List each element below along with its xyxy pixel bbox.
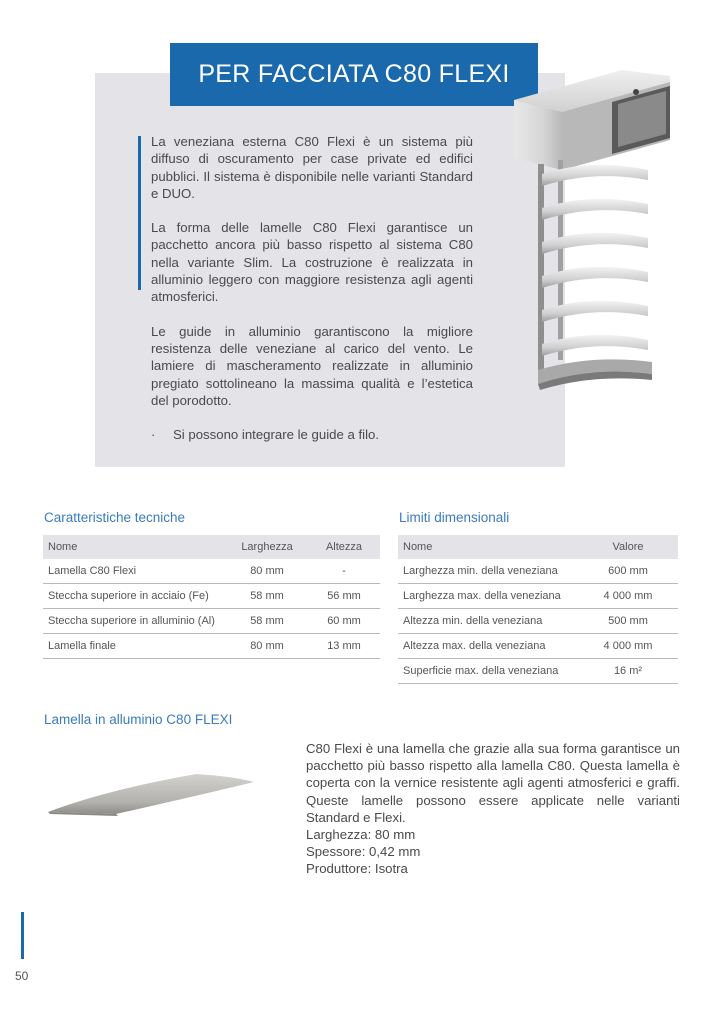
table-cell: -	[308, 559, 380, 584]
column-header: Valore	[578, 535, 678, 559]
slat-image	[46, 772, 256, 818]
table-cell: 4 000 mm	[578, 634, 678, 659]
table-cell: 80 mm	[226, 634, 308, 659]
tech-specs-heading: Caratteristiche tecniche	[44, 510, 186, 525]
bullet-dot: ·	[151, 427, 156, 443]
table-cell: Altezza max. della veneziana	[398, 634, 578, 659]
table-cell: Steccha superiore in acciaio (Fe)	[43, 584, 226, 609]
table-cell: Altezza min. della veneziana	[398, 609, 578, 634]
column-header: Altezza	[308, 535, 380, 559]
slat-description-text: C80 Flexi è una lamella che grazie alla sua forma garantisce un pacchetto più basso rispetto alla lamella C80. Questa lamella è coperta con la vernice resistente agli agenti atmosferici e graffi. Queste lamelle possono essere applicate nelle varianti Standard e Flexi.	[306, 741, 680, 825]
limits-table	[398, 535, 678, 684]
table-cell: Larghezza min. della veneziana	[398, 559, 578, 584]
table-cell: Lamella C80 Flexi	[43, 559, 226, 584]
page-title	[170, 43, 538, 106]
table-row	[43, 584, 380, 609]
table-cell: 80 mm	[226, 559, 308, 584]
page-accent-bar	[21, 912, 24, 959]
table-row	[43, 634, 380, 659]
table-cell: Lamella finale	[43, 634, 226, 659]
intro-text	[151, 133, 473, 443]
table-row	[398, 584, 678, 609]
column-header: Nome	[43, 535, 226, 559]
slat-description	[306, 740, 680, 878]
table-cell: 56 mm	[308, 584, 380, 609]
slat-thickness: Spessore: 0,42 mm	[306, 844, 421, 860]
table-cell: 13 mm	[308, 634, 380, 659]
column-header: Larghezza	[226, 535, 308, 559]
table-row	[398, 659, 678, 684]
table-cell: Superficie max. della veneziana	[398, 659, 578, 684]
table-cell: 58 mm	[226, 584, 308, 609]
tech-specs-table	[43, 535, 380, 659]
accent-bar	[138, 136, 141, 290]
table-row	[43, 559, 380, 584]
slat-width: Larghezza: 80 mm	[306, 827, 416, 843]
table-cell: 60 mm	[308, 609, 380, 634]
table-cell: Larghezza max. della veneziana	[398, 584, 578, 609]
slat-heading: Lamella in alluminio C80 FLEXI	[44, 712, 233, 727]
intro-bullet	[151, 426, 473, 443]
table-cell: 500 mm	[578, 609, 678, 634]
intro-paragraph-2: La forma delle lamelle C80 Flexi garantisce un pacchetto ancora più basso rispetto al sistema C80 nella variante Slim. La costruzione è realizzata in alluminio leggero con maggiore resistenza agli agenti atmosferici.	[151, 220, 473, 305]
table-header-row	[43, 535, 380, 559]
table-cell: 16 m²	[578, 659, 678, 684]
limits-heading: Limiti dimensionali	[399, 510, 510, 525]
column-header: Nome	[398, 535, 578, 559]
table-row	[43, 609, 380, 634]
table-row	[398, 634, 678, 659]
table-cell: Steccha superiore in alluminio (Al)	[43, 609, 226, 634]
intro-bullet-text: Si possono integrare le guide a filo.	[173, 427, 380, 443]
slat-producer: Produttore: Isotra	[306, 861, 408, 877]
venetian-blind-image	[512, 62, 677, 402]
intro-paragraph-1: La veneziana esterna C80 Flexi è un sistema più diffuso di oscuramento per case private ed edifici pubblici. Il sistema è disponibile nelle varianti Standard e DUO.	[151, 134, 473, 201]
intro-paragraph-3: Le guide in alluminio garantiscono la migliore resistenza delle veneziane al carico del vento. Le lamiere di mascheramento realizzate in alluminio pregiato sottolineano la massima qualità e l’estetica del porodotto.	[151, 323, 473, 408]
table-cell: 4 000 mm	[578, 584, 678, 609]
page-title-text: PER FACCIATA C80 FLEXI	[198, 60, 510, 88]
table-row	[398, 559, 678, 584]
table-row	[398, 609, 678, 634]
table-cell: 600 mm	[578, 559, 678, 584]
table-header-row	[398, 535, 678, 559]
table-cell: 58 mm	[226, 609, 308, 634]
page-number: 50	[15, 969, 29, 983]
